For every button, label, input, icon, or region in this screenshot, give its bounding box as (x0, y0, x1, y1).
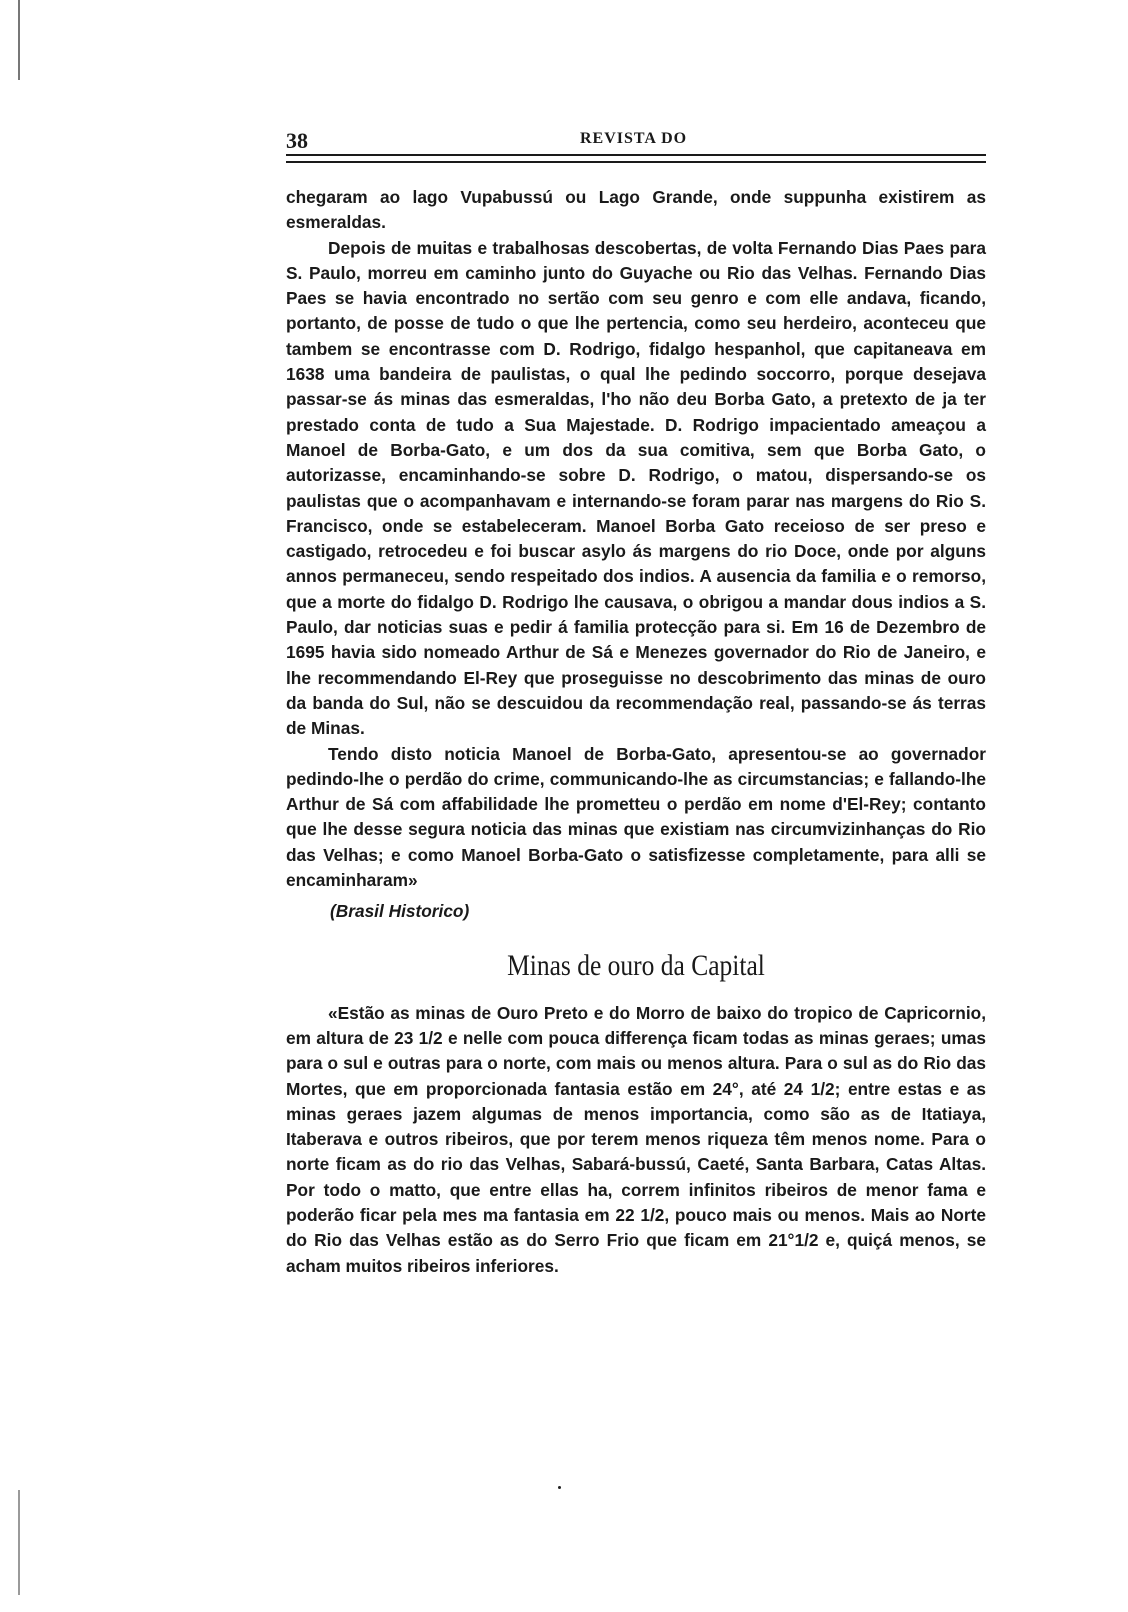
print-speck (558, 1486, 561, 1489)
paragraph-gold-mines: «Estão as minas de Ouro Preto e do Morro de baixo do tropico de Capricornio, em altura de 23 1/2 e nelle com pouca differença ficam todas as minas geraes; umas para o sul e outras para o norte, com mais ou menos altura. Para o sul as do Rio das Mortes, que em proporcionada fantasia estão em 24°, até 24 1/2; entre estas e as minas geraes jazem algumas de menos importancia, como são as de Itatiaya, Itaberava e outros ribeiros, que por terem menos riqueza têm menos nome. Para o norte ficam as do rio das Velhas, Sabará-bussú, Caeté, Santa Barbara, Catas Altas. Por todo o matto, que entre ellas ha, correm infinitos ribeiros de menor fama e poderão ficar pela mes ma fantasia em 22 1/2, pouco mais ou menos. Mais ao Norte do Rio das Velhas estão as do Serro Frio que ficam em 21°1/2 e, quiçá menos, se acham muitos ribeiros inferiores. (286, 1002, 986, 1276)
source-citation: (Brasil Historico) (330, 901, 470, 922)
running-head: REVISTA DO (580, 130, 688, 147)
paragraph-continuation: chegaram ao lago Vupabussú ou Lago Grande, onde suppunha existirem as esmeraldas. (286, 187, 986, 233)
paragraph-borba-gato-story: Depois de muitas e trabalhosas descobertas, de volta Fernando Dias Paes para S. Paulo, morreu em caminho junto do Guyache ou Rio das Velhas. Fernando Dias Paes se havia encontrado no sertão com seu genro e com elle andava, ficando, portanto, de posse de tudo o que lhe pertencia, como seu herdeiro, aconteceu que tambem se encontrasse com D. Rodrigo, fidalgo hespanhol, que capitaneava em 1638 uma bandeira de paulistas, o qual lhe pedindo soccorro, porque desejava passar-se ás minas das esmeraldas, l'ho não deu Borba Gato, a pretexto de ja ter prestado conta de tudo a Sua Majestade. D. Rodrigo impacientado ameaçou a Manoel de Borba-Gato, e um dos da sua comitiva, sem que Borba Gato, o autorizasse, encaminhando-se sobre D. Rodrigo, o matou, dispersando-se os paulistas que o acompanhavam e internando-se foram parar nas margens do Rio S. Francisco, onde se estabeleceram. Manoel Borba Gato receioso de ser preso e castigado, retrocedeu e foi buscar asylo ás margens do rio Doce, onde por alguns annos permaneceu, sendo respeitado dos indios. A ausencia da familia e o remorso, que a morte do fidalgo D. Rodrigo lhe causava, o obrigou a mandar dous indios a S. Paulo, dar noticias suas e pedir á familia protecção para si. Em 16 de Dezembro de 1695 havia sido nomeado Arthur de Sá e Menezes governador do Rio de Janeiro, e lhe recommendando El-Rey que proseguisse no descobrimento das minas de ouro da banda do Sul, não se descuidou da recommendação real, passando-se ás terras de Minas. (286, 237, 986, 739)
page-edge-mark-bottom (18, 1490, 20, 1595)
article-body (286, 185, 986, 1279)
page-header (286, 126, 986, 154)
section-title: Minas de ouro da Capital (507, 948, 765, 982)
paragraph-pardon: Tendo disto noticia Manoel de Borba-Gato, apresentou-se ao governador pedindo-lhe o perdão do crime, communicando-lhe as circumstancias; e fallando-lhe Arthur de Sá com affabilidade lhe prometteu o perdão em nome d'El-Rey; contanto que lhe desse segura noticia das minas que existiam nas circumvizinhanças do Rio das Velhas; e como Manoel Borba-Gato o satisfizesse completamente, para alli se encaminharam» (286, 743, 986, 891)
page-edge-mark-top (18, 0, 20, 80)
page-number: 38 (286, 128, 308, 153)
header-rule (286, 154, 986, 163)
